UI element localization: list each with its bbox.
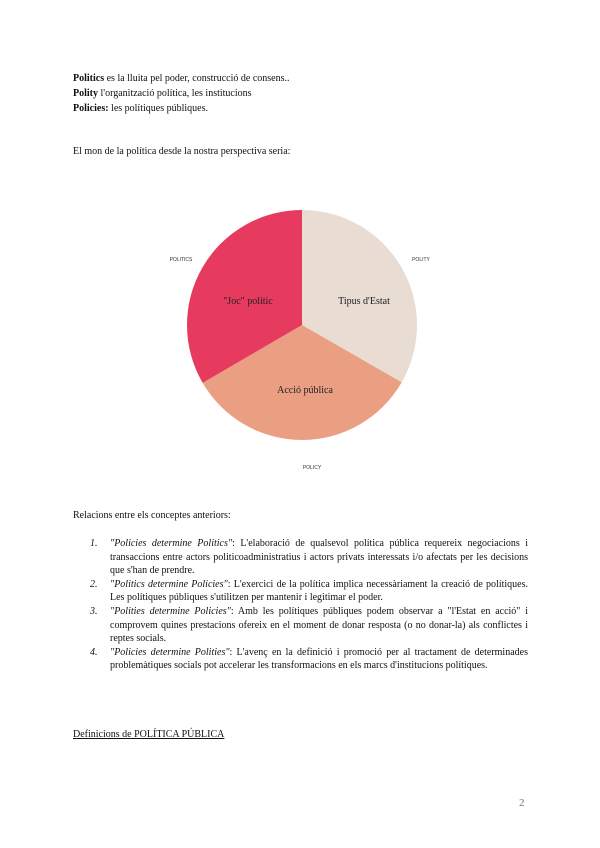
pie-slice-label: "Joc" polític — [223, 296, 273, 307]
list-number: 1. — [90, 538, 98, 549]
list-item — [82, 646, 528, 673]
relation-quote: "Policies determine Polities" — [110, 646, 230, 658]
list-number: 3. — [90, 605, 98, 617]
relations-title: Relacions entre els conceptes anteriors: — [73, 510, 231, 521]
page-number: 2 — [519, 797, 525, 809]
pie-outer-label: POLITY — [412, 257, 430, 263]
definition-text: es la lluita pel poder, construcció de consens.. — [104, 73, 290, 84]
relation-text: : L'exercici de la política implica necessàriament la creació de polítiques. Les polítiques públiques s'utilitzen per mantenir i legitimar el poder. — [110, 578, 528, 604]
pie-outer-label: POLITICS — [169, 257, 193, 263]
relation-text: : L'elaboració de qualsevol política pública requereix negociacions i transaccions entre actors politicoadministratius i actors privats interessats i/o afectats per les decisions que s'han de prendre. — [110, 538, 528, 577]
definition-term: Policies: — [73, 103, 109, 114]
intro-text: El mon de la política desde la nostra perspectiva seria: — [73, 146, 291, 157]
list-item — [82, 605, 528, 646]
pie-slice-label: Tipus d'Estat — [338, 296, 390, 307]
definitions-heading: Definicions de POLÍTICA PÚBLICA — [73, 729, 225, 740]
list-number: 2. — [90, 578, 98, 590]
relation-text: : L'avenç en la definició i promoció per al tractament de determinades problemàtiques socials pot accelerar les transformacions en els marcs d'institucions polítiques. — [110, 646, 528, 672]
relations-list — [82, 537, 528, 673]
relation-quote: "Politics determine Policies" — [110, 578, 228, 590]
pie-slice-label: Acció pública — [277, 385, 333, 396]
relation-text: : Amb les polítiques públiques podem observar a "l'Estat en acció" i comprovem quines prestacions ofereix en el moment de donar resposta (o no donar-la) als conflictes i reptes socials. — [110, 605, 528, 645]
list-item — [82, 578, 528, 605]
definition-text: les polítiques públiques. — [108, 103, 208, 114]
list-item — [82, 537, 528, 578]
relation-quote: "Policies determine Politics" — [110, 538, 233, 549]
pie-outer-label: POLICY — [302, 465, 322, 471]
list-number: 4. — [90, 646, 98, 658]
relation-quote: "Polities determine Policies" — [110, 605, 231, 617]
definition-text: l'organització política, les institucions — [98, 88, 252, 99]
definition-term: Polity — [73, 88, 98, 99]
definition-term: Politics — [73, 73, 105, 84]
